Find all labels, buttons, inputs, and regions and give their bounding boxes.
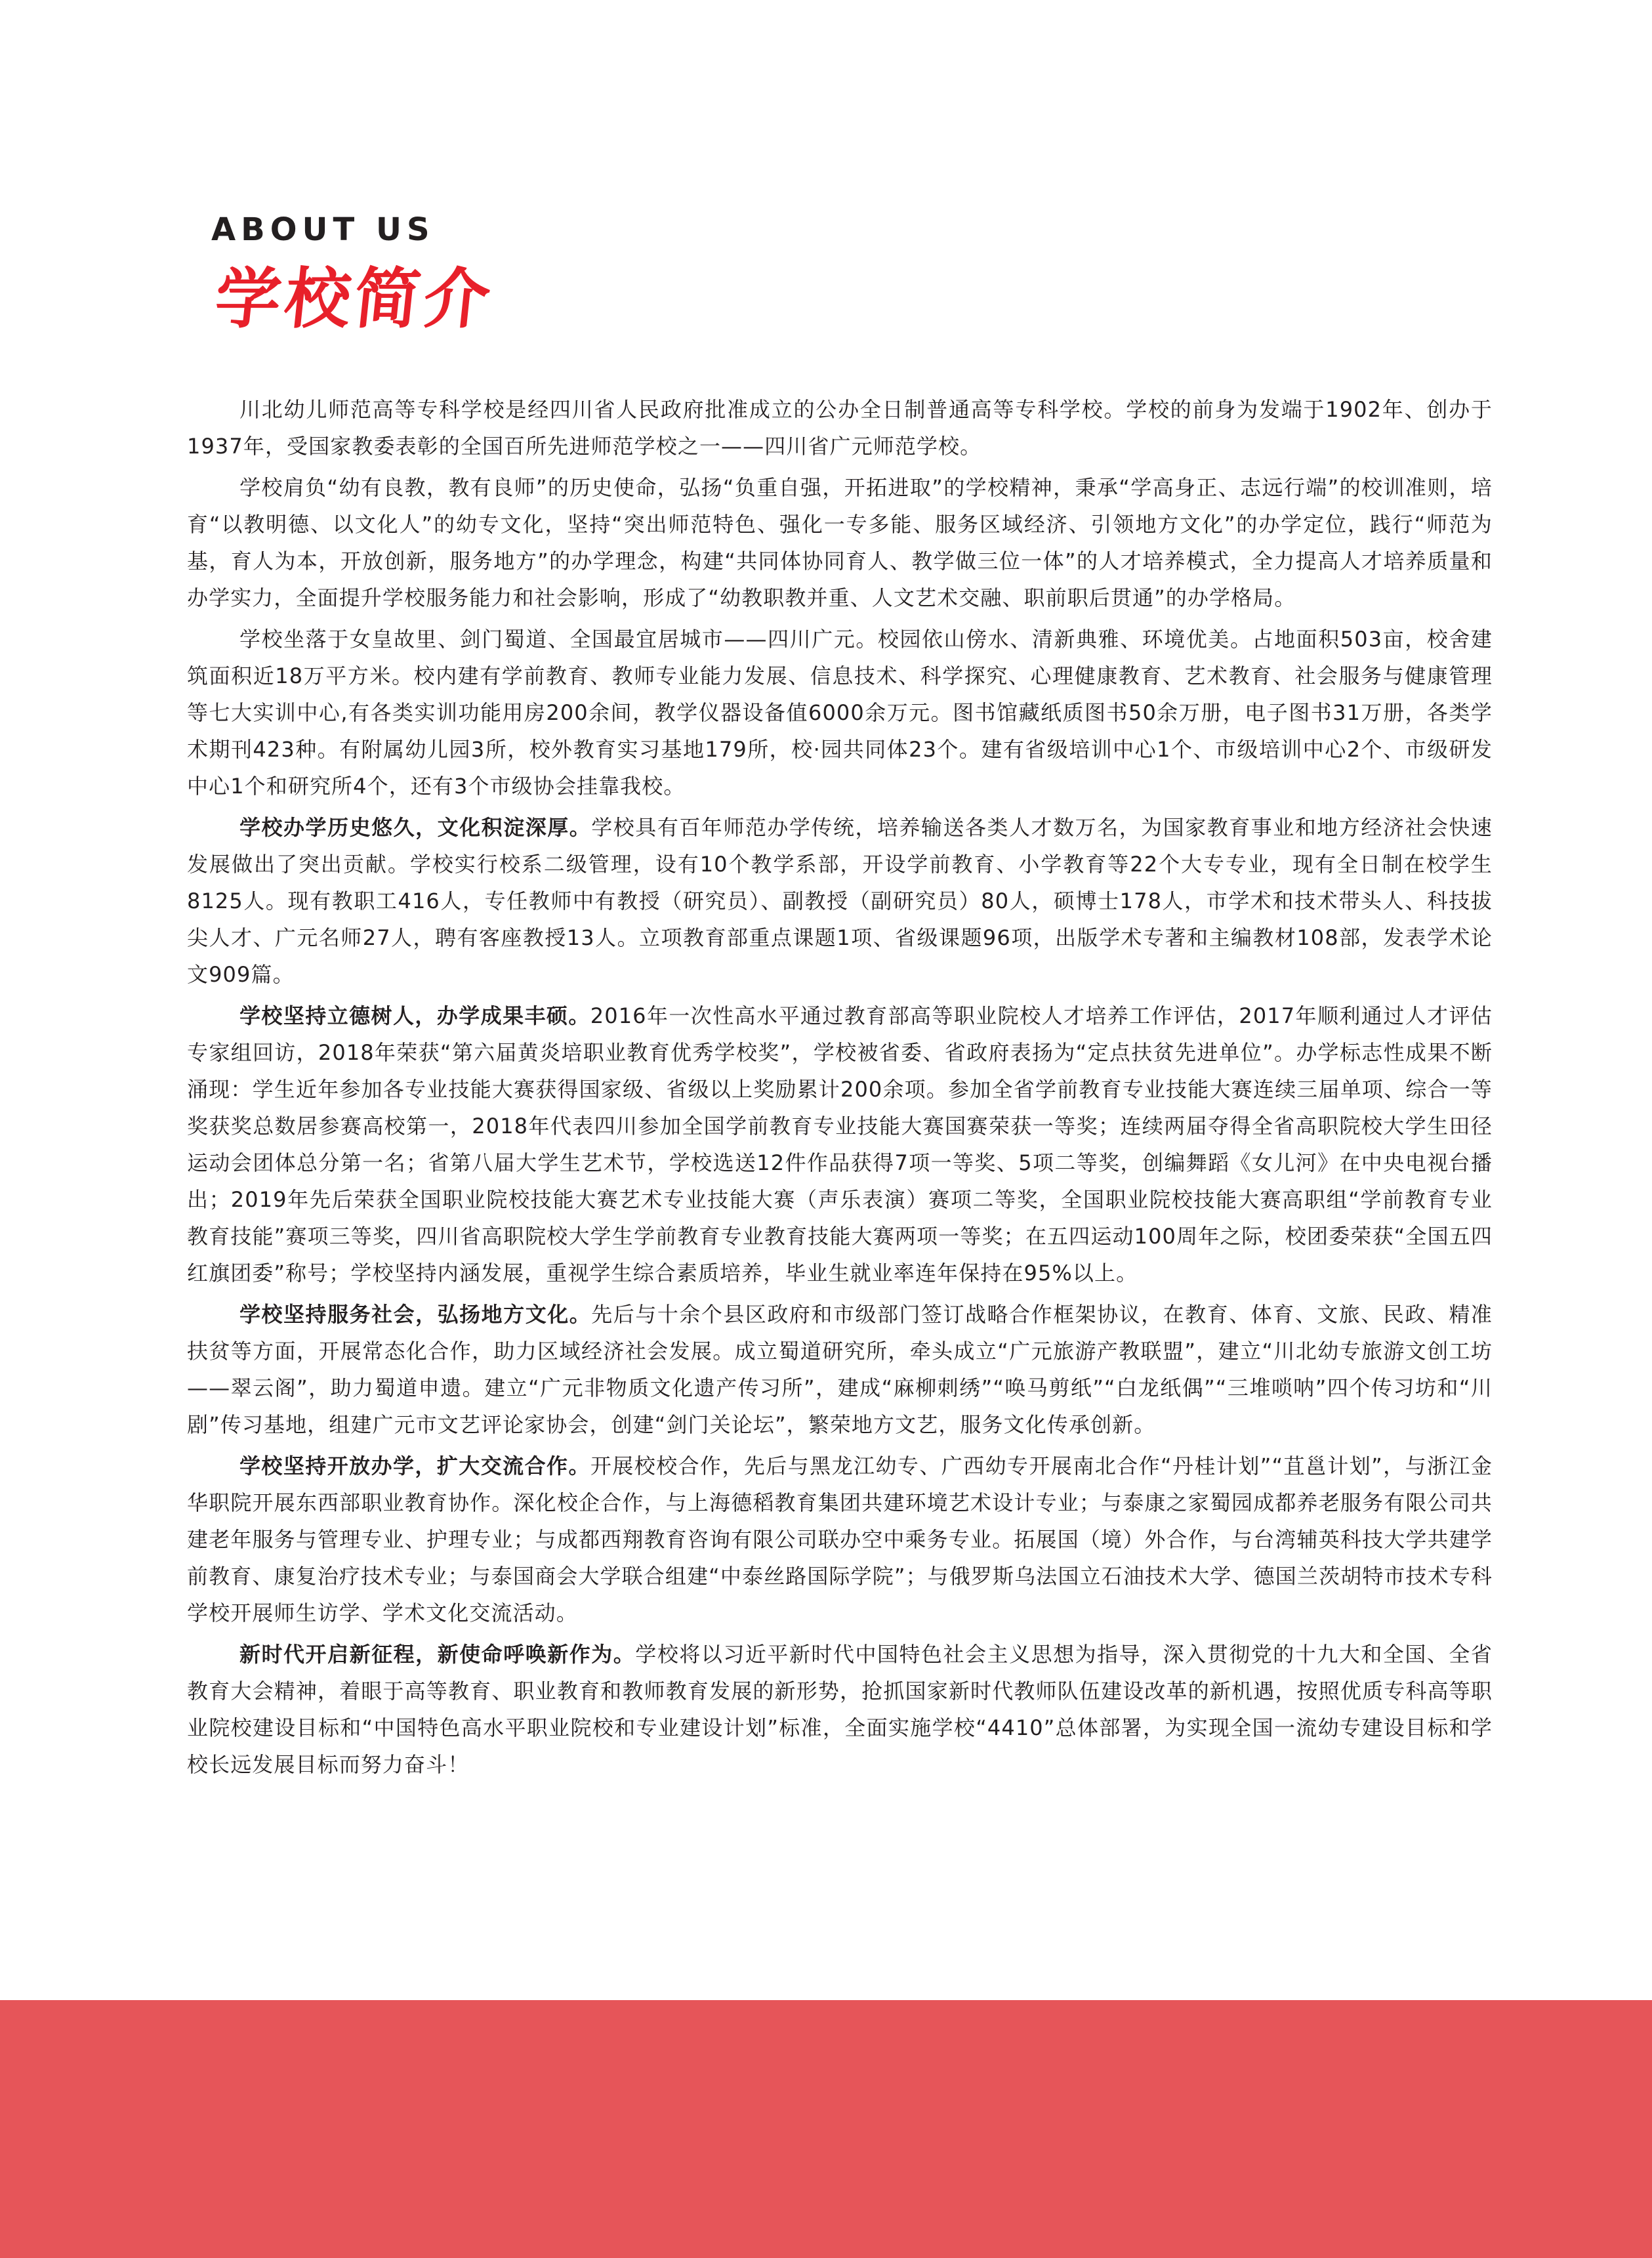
article-body [187,391,1493,1788]
paragraph-text: 学校具有百年师范办学传统，培养输送各类人才数万名，为国家教育事业和地方经济社会快速发展做出了突出贡献。学校实行校系二级管理，设有10个教学系部，开设学前教育、小学教育等22个大专专业，现有全日制在校学生8125人。现有教职工416人，专任教师中有教授（研究员）、副教授（副研究员）80人，硕博士178人，市学术和技术带头人、科技拔尖人才、广元名师27人，聘有客座教授13人。立项教育部重点课题1项、省级课题96项，出版学术专著和主编教材108部，发表学术论文909篇。 [187,815,1493,987]
paragraph-mission [187,469,1493,616]
paragraph-intro [187,391,1493,465]
paragraph-text: 2016年一次性高水平通过教育部高等职业院校人才培养工作评估，2017年顺利通过人才评估专家组回访，2018年荣获“第六届黄炎培职业教育优秀学校奖”，学校被省委、省政府表扬为“定点扶贫先进单位”。办学标志性成果不断涌现：学生近年参加各专业技能大赛获得国家级、省级以上奖励累计200余项。参加全省学前教育专业技能大赛连续三届单项、综合一等奖获奖总数居参赛高校第一，2018年代表四川参加全国学前教育专业技能大赛国赛荣获一等奖；连续两届夺得全省高职院校大学生田径运动会团体总分第一名；省第八届大学生艺术节，学校选送12件作品获得7项一等奖、5项二等奖，创编舞蹈《女儿河》在中央电视台播出；2019年先后荣获全国职业院校技能大赛艺术专业技能大赛（声乐表演）赛项二等奖，全国职业院校技能大赛高职组“学前教育专业教育技能”赛项三等奖，四川省高职院校大学生学前教育专业教育技能大赛两项一等奖；在五四运动100周年之际，校团委荣获“全国五四红旗团委”称号；学校坚持内涵发展，重视学生综合素质培养，毕业生就业率连年保持在95%以上。 [187,1003,1493,1286]
paragraph-service [187,1296,1493,1443]
paragraph-achievements [187,997,1493,1291]
paragraph-history [187,809,1493,993]
paragraph-lead: 学校坚持立德树人，办学成果丰硕。 [239,1003,590,1028]
paragraph-text: 先后与十余个县区政府和市级部门签订战略合作框架协议，在教育、体育、文旅、民政、精准扶贫等方面，开展常态化合作，助力区域经济社会发展。成立蜀道研究所，牵头成立“广元旅游产教联盟”，建立“川北幼专旅游文创工坊——翠云阁”，助力蜀道申遗。建立“广元非物质文化遗产传习所”，建成“麻柳刺绣”“唤马剪纸”“白龙纸偶”“三堆唢呐”四个传习坊和“川剧”传习基地，组建广元市文艺评论家协会，创建“剑门关论坛”，繁荣地方文艺，服务文化传承创新。 [187,1302,1493,1437]
page-title: 学校简介 [211,261,498,337]
paragraph-text: 学校肩负“幼有良教，教有良师”的历史使命，弘扬“负重自强，开拓进取”的学校精神，秉承“学高身正、志远行端”的校训准则，培育“以教明德、以文化人”的幼专文化，坚持“突出师范特色、强化一专多能、服务区域经济、引领地方文化”的办学定位，践行“师范为基，育人为本，开放创新，服务地方”的办学理念，构建“共同体协同育人、教学做三位一体”的人才培养模式，全力提高人才培养质量和办学实力，全面提升学校服务能力和社会影响，形成了“幼教职教并重、人文艺术交融、职前职后贯通”的办学格局。 [187,475,1493,610]
paragraph-lead: 学校办学历史悠久，文化积淀深厚。 [239,815,592,840]
paragraph-text: 川北幼儿师范高等专科学校是经四川省人民政府批准成立的公办全日制普通高等专科学校。学校的前身为发端于1902年、创办于1937年，受国家教委表彰的全国百所先进师范学校之一——四川省广元师范学校。 [187,397,1493,459]
page-header [211,211,498,339]
paragraph-new-era [187,1636,1493,1783]
paragraph-cooperation [187,1448,1493,1631]
paragraph-lead: 新时代开启新征程，新使命呼唤新作为。 [239,1642,636,1667]
paragraph-lead: 学校坚持服务社会，弘扬地方文化。 [239,1302,592,1327]
paragraph-text: 开展校校合作，先后与黑龙江幼专、广西幼专开展南北合作“丹桂计划”“苴邕计划”，与浙江金华职院开展东西部职业教育协作。深化校企合作，与上海德稻教育集团共建环境艺术设计专业；与泰康之家蜀园成都养老服务有限公司共建老年服务与管理专业、护理专业；与成都西翔教育咨询有限公司联办空中乘务专业。拓展国（境）外合作，与台湾辅英科技大学共建学前教育、康复治疗技术专业；与泰国商会大学联合组建“中泰丝路国际学院”；与俄罗斯乌法国立石油技术大学、德国兰茨胡特市技术专科学校开展师生访学、学术文化交流活动。 [187,1453,1493,1625]
paragraph-text: 学校坐落于女皇故里、剑门蜀道、全国最宜居城市——四川广元。校园依山傍水、清新典雅、环境优美。占地面积503亩，校舍建筑面积近18万平方米。校内建有学前教育、教师专业能力发展、信息技术、科学探究、心理健康教育、艺术教育、社会服务与健康管理等七大实训中心,有各类实训功能用房200余间，教学仪器设备值6000余万元。图书馆藏纸质图书50余万册，电子图书31万册，各类学术期刊423种。有附属幼儿园3所，校外教育实习基地179所，校·园共同体23个。建有省级培训中心1个、市级培训中心2个、市级研发中心1个和研究所4个，还有3个市级协会挂靠我校。 [187,627,1493,799]
section-eyebrow: ABOUT US [211,211,435,248]
paragraph-campus [187,621,1493,805]
paragraph-text: 学校将以习近平新时代中国特色社会主义思想为指导，深入贯彻党的十九大和全国、全省教育大会精神，着眼于高等教育、职业教育和教师教育发展的新形势，抢抓国家新时代教师队伍建设改革的新机遇，按照优质专科高等职业院校建设目标和“中国特色高水平职业院校和专业建设计划”标准，全面实施学校“4410”总体部署，为实现全国一流幼专建设目标和学校长远发展目标而努力奋斗！ [187,1642,1493,1777]
bottom-color-band [0,2000,1652,2258]
paragraph-lead: 学校坚持开放办学，扩大交流合作。 [239,1453,590,1478]
